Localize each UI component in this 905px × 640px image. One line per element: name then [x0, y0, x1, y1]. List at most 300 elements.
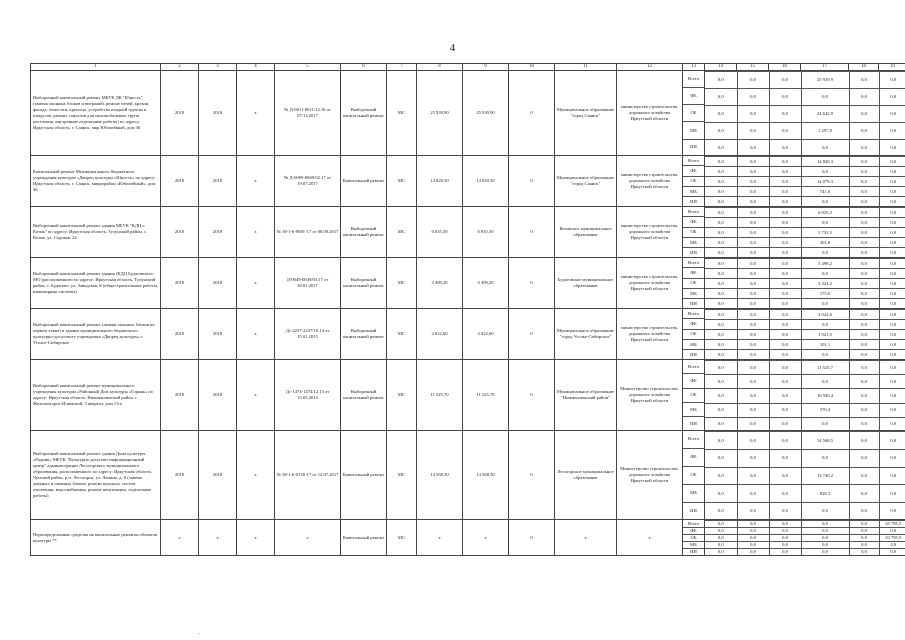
- header-number-cell: 3: [199, 64, 237, 71]
- funding-value: 0,0: [769, 375, 801, 389]
- funding-value: 0,0: [801, 248, 849, 257]
- funding-value: 0,0: [737, 259, 769, 269]
- funding-value: 0,0: [737, 238, 769, 248]
- funding-value: 0,0: [849, 340, 879, 350]
- object-cell-c9: х: [463, 520, 509, 556]
- funding-value: 0,0: [769, 72, 801, 89]
- funding-value: 0,0: [849, 449, 879, 467]
- header-number-cell: 1: [31, 64, 161, 71]
- funding-values-cell: [705, 309, 905, 360]
- funding-value: 0,0: [705, 389, 737, 403]
- funding-value: 0,0: [879, 361, 905, 375]
- funding-value: 0,0: [769, 528, 801, 535]
- funding-value: 0,0: [769, 228, 801, 238]
- funding-value: 0,0: [769, 269, 801, 279]
- funding-value: 0,0: [705, 167, 737, 177]
- funding-value: 0,0: [705, 218, 737, 228]
- funding-value: 0,0: [849, 187, 879, 197]
- funding-value: 0,0: [737, 289, 769, 299]
- funding-value: 0,0: [737, 417, 769, 430]
- object-row: [31, 258, 905, 309]
- funding-value: 0,0: [705, 269, 737, 279]
- header-number-cell: 11: [555, 64, 617, 71]
- funding-source-label: ФБ: [683, 87, 704, 104]
- funding-value: 0,0: [879, 299, 905, 308]
- funding-value: 0,0: [879, 72, 905, 89]
- funding-value: 0,0: [879, 269, 905, 279]
- funding-source-label: ФБ: [683, 217, 704, 227]
- funding-value: 0,0: [705, 528, 737, 535]
- header-number-cell: 2: [161, 64, 199, 71]
- funding-value: 0,0: [769, 310, 801, 320]
- object-cell-c5: № Д-0069-0069/02.17 от 19.07.2017: [275, 156, 341, 207]
- object-cell-c3: 2018: [199, 71, 237, 156]
- funding-value: 0,0: [737, 269, 769, 279]
- funding-value: 0,0: [769, 248, 801, 257]
- header-number-cell: 5: [275, 64, 341, 71]
- funding-value: 0,0: [879, 177, 905, 187]
- funding-value: 0,0: [737, 340, 769, 350]
- funding-value: 0,0: [769, 542, 801, 549]
- object-cell-c3: 2018: [199, 431, 237, 520]
- funding-value: 0,0: [879, 403, 905, 417]
- funding-value: 0,0: [879, 139, 905, 155]
- funding-value: 3 499,2: [801, 259, 849, 269]
- funding-value: 0,0: [705, 361, 737, 375]
- funding-value: 0,0: [849, 228, 879, 238]
- funding-value: 0,0: [737, 403, 769, 417]
- funding-value: 0,0: [737, 123, 769, 140]
- object-cell-c2: 2018: [161, 431, 199, 520]
- funding-value: 576,3: [801, 403, 849, 417]
- object-cell-c12: Министерство строительства, дорожного хозяйства Иркутской области: [617, 431, 683, 520]
- funding-value: 0,0: [769, 139, 801, 155]
- funding-value: 0,0: [879, 467, 905, 485]
- funding-value: 35 785,5: [879, 521, 905, 528]
- funding-value: 0,0: [769, 535, 801, 542]
- object-row: [31, 360, 905, 431]
- object-cell-c4: х: [237, 520, 275, 556]
- funding-value: 0,0: [769, 218, 801, 228]
- object-cell-c2: 2018: [161, 71, 199, 156]
- funding-value: 0,0: [879, 248, 905, 257]
- funding-value: 0,0: [705, 89, 737, 106]
- object-cell-c12: министерство строительства, дорожного хозяйства Иркутской области: [617, 71, 683, 156]
- object-cell-c11: Муниципальное образование "город Усолье-Сибирское": [555, 309, 617, 360]
- funding-value: 0,0: [769, 259, 801, 269]
- object-cell-c4: х: [237, 360, 275, 431]
- funding-value: 0,0: [737, 521, 769, 528]
- funding-value: 0,0: [849, 320, 879, 330]
- funding-source-label: Всего: [687, 363, 700, 369]
- object-cell-c8: 11 525,70: [417, 360, 463, 431]
- funding-value: 0,0: [737, 157, 769, 167]
- object-cell-c9: 3 499,20: [463, 258, 509, 309]
- object-cell-c12: министерство строительства, дорожного хозяйства Иркутской области: [617, 258, 683, 309]
- funding-source-label: МБ: [683, 186, 704, 196]
- funding-values-cell: [705, 207, 905, 258]
- funding-value: 0,0: [849, 299, 879, 308]
- funding-value: 0,0: [737, 139, 769, 155]
- funding-value: 0,0: [849, 375, 879, 389]
- funding-value: 0,0: [879, 106, 905, 123]
- funding-value: 0,0: [849, 542, 879, 549]
- funding-value: 0,0: [769, 208, 801, 218]
- funding-value: 0,0: [879, 167, 905, 177]
- funding-value: 0,0: [769, 197, 801, 206]
- funding-source-label: ОБ: [683, 466, 704, 484]
- object-cell-c4: х: [237, 156, 275, 207]
- funding-value: 0,0: [737, 542, 769, 549]
- funding-value: 0,0: [801, 350, 849, 359]
- funding-source-label: Всего: [687, 259, 700, 265]
- funding-value: 0,0: [879, 389, 905, 403]
- funding-value: 0,0: [879, 320, 905, 330]
- funding-source-label: Всего: [687, 157, 700, 163]
- funding-values-cell: [705, 360, 905, 431]
- object-cell-c3: 2018: [199, 360, 237, 431]
- funding-value: 0,0: [705, 503, 737, 520]
- funding-value: 0,0: [737, 330, 769, 340]
- funding-value: 0,0: [769, 106, 801, 123]
- object-cell-c8: 2 022,60: [417, 309, 463, 360]
- funding-value: 0,0: [769, 89, 801, 106]
- funding-value: 0,0: [801, 535, 849, 542]
- funding-value: 0,0: [705, 299, 737, 308]
- funding-value: 0,0: [849, 259, 879, 269]
- object-cell-c5: Дс-2237-2237/10.14 от 15.01.2015: [275, 309, 341, 360]
- funding-value: 2,0: [879, 542, 905, 549]
- object-cell-c11: х: [555, 520, 617, 556]
- funding-source-cell: [683, 309, 705, 360]
- object-cell-c10: 0: [509, 360, 555, 431]
- funding-source-label: ОБ: [683, 105, 704, 122]
- funding-value: 0,0: [705, 403, 737, 417]
- object-cell-c2: 2018: [161, 360, 199, 431]
- object-cell-c10: 0: [509, 520, 555, 556]
- funding-value: 0,0: [801, 528, 849, 535]
- funding-value: 0,0: [769, 299, 801, 308]
- funding-value: 5 733,5: [801, 228, 849, 238]
- funding-source-label: МБ: [683, 541, 704, 548]
- funding-value: 0,0: [737, 310, 769, 320]
- object-cell-c2: х: [161, 520, 199, 556]
- funding-values-cell: [705, 431, 905, 520]
- object-cell-c11: Муниципальное образование "город Саянск": [555, 71, 617, 156]
- object-cell-c7: МС: [387, 309, 417, 360]
- object-cell-c12: министерство строительства, дорожного хозяйства Иркутской области: [617, 309, 683, 360]
- funding-value: 0,0: [705, 248, 737, 257]
- object-cell-c6: Выборочный капитальный ремонт: [341, 71, 387, 156]
- funding-value: 0,0: [849, 177, 879, 187]
- funding-value: 0,0: [849, 72, 879, 89]
- funding-value: 0,0: [769, 432, 801, 450]
- funding-value: 0,0: [801, 549, 849, 555]
- funding-value: 0,0: [769, 467, 801, 485]
- object-cell-c7: МС: [387, 156, 417, 207]
- funding-value: 0,0: [879, 279, 905, 289]
- funding-value: 0,0: [737, 197, 769, 206]
- funding-source-label: ОБ: [683, 176, 704, 186]
- header-number-cell: 10: [509, 64, 555, 71]
- funding-source-label: ФБ: [683, 448, 704, 466]
- funding-value: 0,0: [737, 89, 769, 106]
- funding-value: 0,0: [879, 89, 905, 106]
- funding-value: 0,0: [849, 535, 879, 542]
- funding-value: 10 949,4: [801, 389, 849, 403]
- funding-source-label: ИИ: [683, 299, 704, 309]
- funding-source-label: Всего: [687, 76, 700, 82]
- funding-value: 0,0: [879, 187, 905, 197]
- funding-source-cell: [683, 71, 705, 156]
- funding-source-cell: [683, 207, 705, 258]
- object-cell-c9: 14 568,50: [463, 431, 509, 520]
- funding-source-label: МБ: [683, 484, 704, 502]
- header-number-row: [31, 64, 905, 71]
- object-name: Выборочный капитальный ремонт здания МБУК "КДЦ г. Котик" по адресу: Иркутская область, Тулунский район, с. Котик, ул. Садовая, 24: [31, 207, 161, 258]
- footer-mark: .: [198, 628, 200, 636]
- object-row: [31, 431, 905, 520]
- object-cell-c5: № 38-1-6-0081-17 от 08.08.2017: [275, 207, 341, 258]
- funding-value: 0,0: [737, 449, 769, 467]
- funding-value: 0,0: [769, 320, 801, 330]
- funding-value: 0,0: [769, 289, 801, 299]
- object-name: Выборочный капитальный ремонт (замена оконных блоков на первом этаже) в здании муниципального бюджетного культурно-досугового учреждения «Дворец культуры» г. Усолье-Сибирское: [31, 309, 161, 360]
- object-cell-c7: МС: [387, 258, 417, 309]
- object-cell-c10: 0: [509, 156, 555, 207]
- funding-source-cell: [683, 520, 705, 556]
- funding-source-label: МБ: [683, 339, 704, 349]
- funding-value: 0,0: [705, 432, 737, 450]
- object-cell-c3: 2018: [199, 207, 237, 258]
- funding-value: 0,0: [879, 289, 905, 299]
- object-cell-c7: МС: [387, 207, 417, 258]
- funding-source-cell: [683, 156, 705, 207]
- funding-source-label: Всего: [687, 310, 700, 316]
- funding-value: 0,0: [879, 549, 905, 555]
- funding-value: 0,0: [769, 340, 801, 350]
- header-number-cell: 6: [341, 64, 387, 71]
- funding-value: 0,0: [879, 218, 905, 228]
- funding-value: 0,0: [737, 485, 769, 503]
- funding-source-label: МБ: [683, 402, 704, 416]
- header-number-cell: 9: [463, 64, 509, 71]
- object-cell-c5: Дс-1474-1474/12.13 от 15.05.2014: [275, 360, 341, 431]
- funding-value: 0,0: [705, 350, 737, 359]
- funding-value: 828,3: [801, 485, 849, 503]
- funding-value: 0,0: [737, 361, 769, 375]
- funding-value: 0,0: [705, 449, 737, 467]
- funding-value: 0,0: [879, 330, 905, 340]
- object-cell-c2: 2018: [161, 309, 199, 360]
- funding-value: 25 939,9: [801, 72, 849, 89]
- funding-source-label: ИИ: [683, 502, 704, 519]
- funding-value: 0,0: [849, 361, 879, 375]
- funding-value: 0,0: [801, 503, 849, 520]
- funding-value: 0,0: [705, 228, 737, 238]
- funding-value: 0,0: [849, 549, 879, 555]
- object-cell-c4: х: [237, 309, 275, 360]
- object-cell-c11: Лесогорское муниципальное образование: [555, 431, 617, 520]
- funding-value: 0,0: [849, 139, 879, 155]
- funding-value: 0,0: [769, 238, 801, 248]
- funding-value: 2 022,6: [801, 310, 849, 320]
- funding-value: 0,0: [705, 340, 737, 350]
- funding-value: 0,0: [849, 248, 879, 257]
- funding-value: 0,0: [737, 320, 769, 330]
- funding-value: 0,0: [879, 197, 905, 206]
- funding-value: 13 740,2: [801, 467, 849, 485]
- funding-value: 0,0: [849, 528, 879, 535]
- object-cell-c8: 3 499,20: [417, 258, 463, 309]
- funding-value: 0,0: [849, 350, 879, 359]
- funding-source-cell: [683, 431, 705, 520]
- object-cell-c10: 0: [509, 309, 555, 360]
- object-name: Выборочный капитальный ремонт муниципального учреждения культуры «Районный Дом культуры «Горняк» по адресу: Иркутская область, Нижнеилимский район, г. Железногорск-Илимский, 3 квартал, дом 13-а: [31, 360, 161, 431]
- object-cell-c12: министерство строительства, дорожного хозяйства Иркутской области: [617, 156, 683, 207]
- object-cell-c2: 2018: [161, 207, 199, 258]
- funding-value: 0,0: [801, 449, 849, 467]
- funding-value: 0,0: [705, 238, 737, 248]
- funding-source-label: МБ: [683, 288, 704, 298]
- funding-source-label: ФБ: [683, 527, 704, 534]
- funding-value: 101,1: [801, 340, 849, 350]
- funding-value: 0,0: [849, 289, 879, 299]
- funding-value: 6 035,3: [801, 208, 849, 218]
- funding-value: 301,8: [801, 238, 849, 248]
- object-cell-c9: 25 939,90: [463, 71, 509, 156]
- header-number-cell: 19: [879, 64, 905, 71]
- object-cell-c9: 14 820,30: [463, 156, 509, 207]
- object-cell-c10: 0: [509, 431, 555, 520]
- funding-value: 0,0: [769, 503, 801, 520]
- funding-source-cell: [683, 360, 705, 431]
- funding-value: 0,0: [737, 375, 769, 389]
- funding-source-label: ОБ: [683, 534, 704, 541]
- object-cell-c12: х: [617, 520, 683, 556]
- funding-source-label: ИИ: [683, 417, 704, 430]
- funding-value: 0,0: [801, 89, 849, 106]
- funding-value: 0,0: [737, 389, 769, 403]
- funding-value: 0,0: [769, 485, 801, 503]
- funding-value: 0,0: [849, 218, 879, 228]
- funding-value: 0,0: [737, 167, 769, 177]
- funding-value: 0,0: [849, 106, 879, 123]
- page-number: 4: [449, 42, 456, 54]
- funding-value: 741,0: [801, 187, 849, 197]
- funding-value: 0,0: [801, 218, 849, 228]
- funding-value: 0,0: [705, 208, 737, 218]
- funding-value: 0,0: [849, 432, 879, 450]
- funding-values-cell: [705, 71, 905, 156]
- funding-value: 0,0: [737, 432, 769, 450]
- funding-value: 0,0: [705, 310, 737, 320]
- funding-value: 0,0: [705, 187, 737, 197]
- funding-value: 1 297,0: [801, 123, 849, 140]
- funding-value: 0,0: [737, 187, 769, 197]
- funding-value: 0,0: [849, 238, 879, 248]
- funding-value: 0,0: [737, 208, 769, 218]
- funding-source-label: ФБ: [683, 319, 704, 329]
- funding-value: 0,0: [769, 279, 801, 289]
- funding-source-label: ФБ: [683, 268, 704, 278]
- header-number-cell: 4: [237, 64, 275, 71]
- funding-value: 14 820,3: [801, 157, 849, 167]
- object-cell-c5: № Д-0611-0611/12.16 от 07/11/2017: [275, 71, 341, 156]
- object-cell-c3: 2018: [199, 309, 237, 360]
- object-cell-c4: х: [237, 207, 275, 258]
- funding-value: 0,0: [849, 123, 879, 140]
- funding-value: 0,0: [801, 139, 849, 155]
- funding-value: 0,0: [769, 403, 801, 417]
- funding-value: 0,0: [705, 330, 737, 340]
- object-cell-c2: 2018: [161, 258, 199, 309]
- object-cell-c12: министерство строительства, дорожного хозяйства Иркутской области: [617, 207, 683, 258]
- funding-value: 0,0: [705, 320, 737, 330]
- funding-value: 0,0: [801, 299, 849, 308]
- funding-value: 0,0: [737, 218, 769, 228]
- object-cell-c8: 25 939,90: [417, 71, 463, 156]
- funding-value: 0,0: [849, 279, 879, 289]
- object-cell-c3: х: [199, 520, 237, 556]
- funding-source-label: Всего: [687, 208, 700, 214]
- object-cell-c10: 0: [509, 71, 555, 156]
- funding-value: 0,0: [879, 340, 905, 350]
- funding-value: 0,0: [879, 123, 905, 140]
- funding-value: 0,0: [769, 417, 801, 430]
- object-cell-c10: 0: [509, 207, 555, 258]
- object-cell-c9: 6 035,30: [463, 207, 509, 258]
- funding-value: 0,0: [705, 72, 737, 89]
- funding-value: 0,0: [849, 389, 879, 403]
- funding-value: 0,0: [705, 106, 737, 123]
- object-cell-c3: 2018: [199, 258, 237, 309]
- funding-value: 0,0: [769, 389, 801, 403]
- funding-value: 0,0: [737, 248, 769, 257]
- funding-value: 0,0: [769, 449, 801, 467]
- funding-value: 0,0: [849, 467, 879, 485]
- funding-value: 0,0: [849, 208, 879, 218]
- object-name: Выборочный капитальный ремонт здания Дома культуры «Родник» МБУК "Культурно досугово-информационный центр" администрации Лесогорского муниципального образования, расположенного по адресу: Иркутская область, Чунский район, р.п. Лесогорск, ул. Ленина, д. 6 (замена дверных и оконных блоков, ремонт крыльца, систем отопления, водоснабжения, ремонт вентиляции, отделочные работы): [31, 431, 161, 520]
- object-row: [31, 71, 905, 156]
- funding-value: 0,0: [705, 535, 737, 542]
- header-number-cell: 15: [737, 64, 769, 71]
- funding-value: 0,0: [801, 542, 849, 549]
- funding-value: 0,0: [849, 521, 879, 528]
- funding-value: 0,0: [737, 350, 769, 359]
- funding-value: 0,0: [737, 106, 769, 123]
- object-row: [31, 207, 905, 258]
- funding-value: 0,0: [849, 403, 879, 417]
- funding-value: 3 324,2: [801, 279, 849, 289]
- header-number-cell: 16: [769, 64, 801, 71]
- funding-value: 0,0: [705, 289, 737, 299]
- funding-value: 0,0: [801, 320, 849, 330]
- funding-value: 0,0: [737, 503, 769, 520]
- funding-value: 0,0: [737, 228, 769, 238]
- funding-value: 0,0: [849, 485, 879, 503]
- funding-value: 0,0: [879, 310, 905, 320]
- object-name: Выборочный капитальный ремонт МБУК ДК "Юность" (замена оконных блоков и витражей, ремонт печей, кровли, фасада, отмостки, крыльца, устройство входной группы и пандусов, ремонт санузлов для маломобильных групп населения, внутренние отделочные работы) по адресу: Иркутская область, г. Саянск, мкр Юбилейный, дом 36: [31, 71, 161, 156]
- funding-value: 0,0: [849, 167, 879, 177]
- funding-value: 0,0: [769, 187, 801, 197]
- funding-value: 0,0: [705, 542, 737, 549]
- funding-value: 0,0: [879, 449, 905, 467]
- object-cell-c4: х: [237, 431, 275, 520]
- funding-value: 24 642,9: [801, 106, 849, 123]
- funding-source-label: ФБ: [683, 166, 704, 176]
- funding-source-label: ИИ: [683, 197, 704, 207]
